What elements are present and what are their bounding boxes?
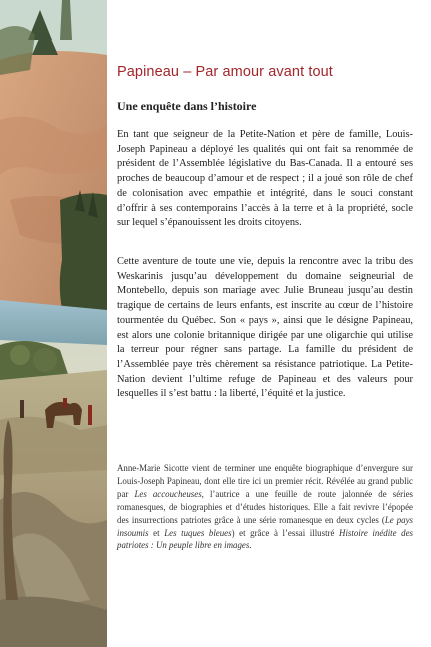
book-title: Papineau – Par amour avant tout xyxy=(117,64,333,80)
paragraph-2: Cette aventure de toute une vie, depuis la rencontre avec la tribu des Weskarinis jusqu’au développement du domaine seigneurial de Montebello, depuis son mariage avec Julie Bruneau jusqu’au destin tragique de certains de leurs enfants, est inscrite au cœur de l’histoire tourmentée du Québec. Son « pays », ainsi que le désigne Papineau, est alors une colonie britannique dirigée par une oligarchie qui utilise la terreur pour régner sans partage. La famille du président de l’Assemblée paye très chèrement sa résistance patriotique. La Petite-Nation devient l’ultime refuge de Papineau et des valeurs pour lesquelles il s’est battu : la liberté, l’équité et la justice. xyxy=(117,256,413,400)
paragraph-1: En tant que seigneur de la Petite-Nation et père de famille, Louis-Joseph Papineau a déployé les qualités qui ont fait sa renommée de président de l’Assemblée législative du Bas-Canada. Il a entouré ses proches de beaucoup d’amour et de respect ; il a joué son rôle de chef de colonisation avec empathie et intégrité, dans le souci constant d’offrir à ses contemporains l’accès à la terre et à la propriété, socle sur lequel s’épanouissent les droits citoyens. xyxy=(117,129,413,229)
back-cover-text xyxy=(117,0,413,647)
cover-painting xyxy=(0,0,107,647)
section-subtitle: Une enquête dans l’histoire xyxy=(117,99,257,113)
author-bio: Anne-Marie Sicotte vient de terminer une enquête biographique d’envergure sur Louis-Joseph Papineau, dont elle tire ici un premier récit. Révélée au grand public par Les accoucheuses, l’autrice a une feuille de route jalonnée de séries romanesques, de biographies et d’études historiques. Elle a fait revivre l’épopée des insurrections patriotes grâce à une série romanesque en deux cycles (Le pays insoumis et Les tuques bleues) et grâce à l’essai illustré Histoire inédite des patriotes : Un peuple libre en images. xyxy=(117,463,413,551)
